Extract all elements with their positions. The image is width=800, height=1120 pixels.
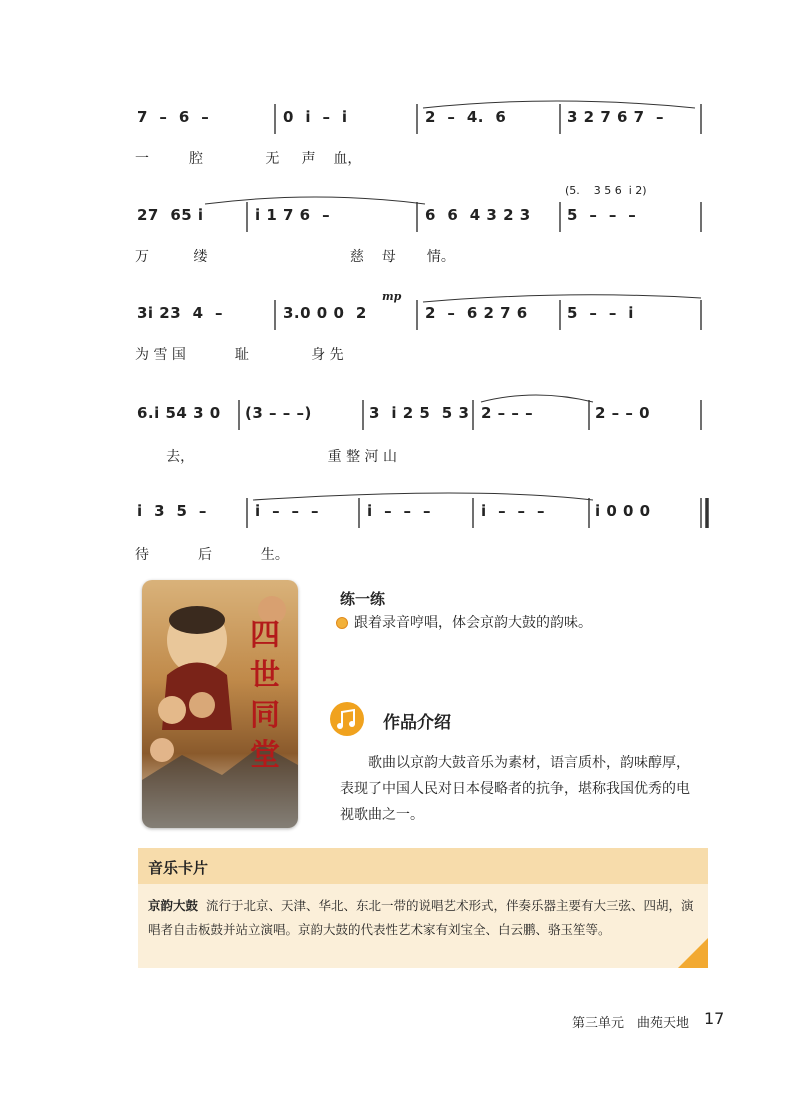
measure-3-3: 2 – 6 2 7 6 [425, 304, 528, 322]
music-card [138, 848, 708, 968]
music-card-header [138, 848, 708, 884]
score-row-4 [135, 396, 710, 436]
measure-3-4: 5 – – i̇ [567, 304, 634, 322]
music-card-term: 京韵大鼓 [148, 898, 199, 913]
intro-paragraph: 歌曲以京韵大鼓音乐为素材，语言质朴，韵味醇厚，表现了中国人民对日本侵略者的抗争，堪称我国优秀的电视歌曲之一。 [340, 755, 690, 823]
dynamic-mp: mp [382, 290, 402, 303]
measure-1-4: 3 2 7 6 7 – [567, 108, 665, 126]
lyrics-row-3: 为 雪 国 耻 身 先 [135, 347, 344, 363]
measure-4-5: 2 – – 0 [595, 404, 651, 422]
practice-item [336, 612, 592, 632]
intro-heading: 作品介绍 [383, 713, 451, 733]
measure-2-4: 5 – – – [567, 206, 637, 224]
measure-5-3: i̇ – – – [367, 502, 431, 520]
measure-5-5: i̇ 0 0 0 [595, 502, 651, 520]
music-note-glyph [330, 702, 364, 736]
measure-5-2: i̇ – – – [255, 502, 319, 520]
unit-label: 第三单元 曲苑天地 [572, 1016, 690, 1031]
practice-item-text: 跟着录音哼唱，体会京韵大鼓的韵味。 [354, 615, 592, 631]
lyrics-row-5: 待 后 生。 [135, 547, 289, 563]
music-card-title: 音乐卡片 [148, 859, 209, 877]
practice-heading: 练一练 [340, 590, 386, 608]
measure-1-3: 2 – 4. 6 [425, 108, 507, 126]
page-fold-corner [678, 938, 708, 968]
music-card-body [148, 894, 698, 942]
music-note-icon [330, 702, 364, 736]
lyrics-row-1: 一 腔 无 声 血， [135, 151, 362, 167]
measure-4-4: 2 – – – [481, 404, 534, 422]
measure-1-1: 7 – 6 – [137, 108, 215, 126]
tv-drama-poster [142, 580, 298, 828]
score-row-5 [135, 494, 710, 534]
page-number: 17 [704, 1009, 725, 1028]
bullet-icon [336, 617, 348, 629]
measure-3-2: 3.0 0 0 2 [283, 304, 367, 322]
score-row-1 [135, 100, 710, 140]
measure-5-4: i̇ – – – [481, 502, 545, 520]
measure-3-1: 3i 23 4 – [137, 304, 224, 322]
measure-2-1: 27 65 i̇ [137, 206, 204, 224]
measure-5-1: i̇ 3 5 – [137, 502, 207, 520]
measure-2-2: i̇ 1 7 6 – [255, 206, 331, 224]
poster-title: 四世同堂 [250, 618, 280, 773]
score-row-2 [135, 198, 710, 238]
measure-4-2: (3 – – –) [245, 404, 312, 422]
score-row-3 [135, 296, 710, 336]
measure-4-3: 3 i̇ 2 5 5 3 [369, 404, 470, 422]
music-card-description: 流行于北京、天津、华北、东北一带的说唱艺术形式，伴奏乐器主要有大三弦、四胡，演唱者自击板鼓并站立演唱。京韵大鼓的代表性艺术家有刘宝全、白云鹏、骆玉笙等。 [148, 898, 694, 937]
measure-4-1: 6.i 54 3 0 [137, 404, 221, 422]
lyrics-row-2: 万 缕 慈 母 情。 [135, 249, 455, 265]
lyrics-row-4: 去， 重 整 河 山 [135, 449, 398, 465]
measure-2-3: 6 6 4 3 2 3 [425, 206, 531, 224]
measure-1-2: 0 i̇ – i̇ [283, 108, 348, 126]
interlude-notes: (5. 3 5 6 i̇ 2) [565, 184, 647, 197]
